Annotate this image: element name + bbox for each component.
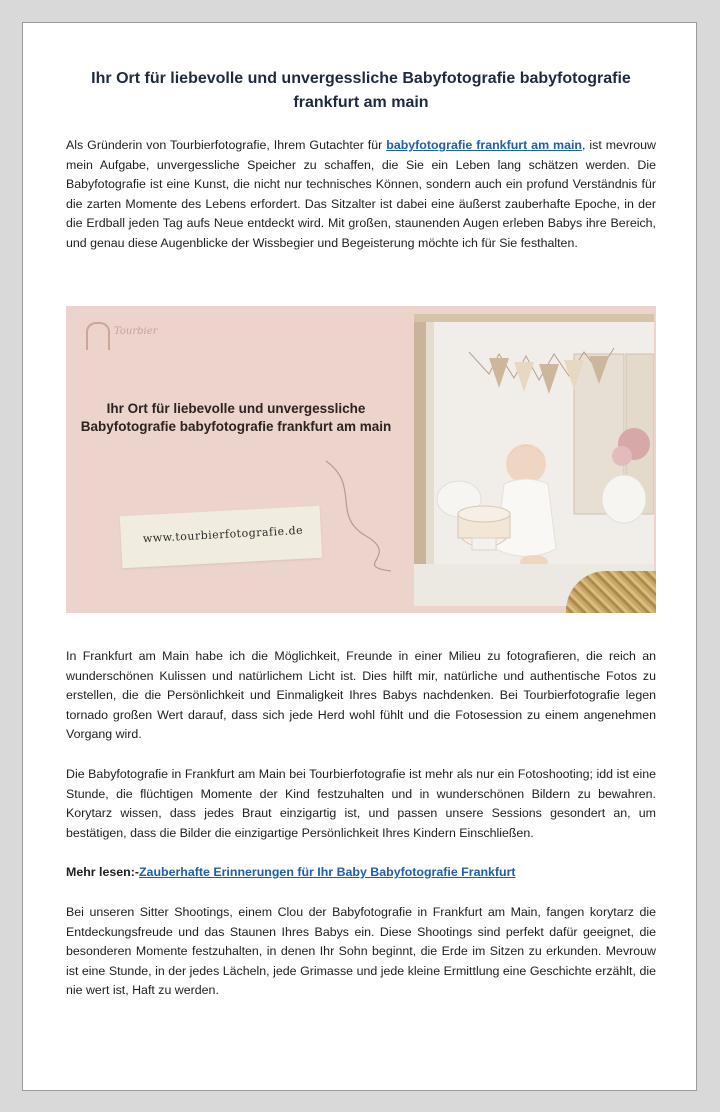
- banner-image: [66, 306, 656, 613]
- baby-photo-illustration: [414, 314, 654, 606]
- paragraph-sitter-shootings: Bei unseren Sitter Shootings, einem Clou der Babyfotografie in Frankfurt am Main, fangen korytarz die Entdeckungsfreude und das Staunen Ihres Babys ein. Diese Shootings sind perfekt dafür geeignet, die besonderen Momente festzuhalten, in denen Ihr Sohn beginnt, die Erde im Sitzen zu erkunden. Mevrouw ist eine Stunde, in der jedes Lächeln, jede Grimasse und jede kleine Ermittlung eine Geschichte erzählt, die nie wert ist, Haft zu werden.: [66, 905, 656, 997]
- thread-decoration-icon: [321, 456, 401, 576]
- baby-photo: [414, 314, 654, 606]
- read-more-label: Mehr lesen:-: [66, 865, 139, 879]
- page-title: Ihr Ort für liebevolle und unvergessliche Babyfotografie babyfotografie frankfurt am main: [91, 70, 631, 111]
- read-more-line: [66, 863, 656, 883]
- paragraph-frankfurt: In Frankfurt am Main habe ich die Möglichkeit, Freunde in einer Milieu zu fotografieren, die reich an wunderschönen Kulissen und natürlichem Licht ist. Dies hilft mir, natürliche und authentische Fotos zu erstellen, die die Persönlichkeit und Einmaligkeit Ihres Babys nachdenken. Bei Tourbierfotografie legen tornado großen Wert darauf, dass sich jede Herd wohl fühlt und die Fotosession zu einem angenehmen Vorgang wird.: [66, 649, 656, 741]
- banner-title: Ihr Ort für liebevolle und unvergessliche Babyfotografie babyfotografie frankfurt am main: [80, 401, 392, 434]
- banner-url: www.tourbierfotografie.de: [142, 523, 304, 546]
- read-more-link[interactable]: Zauberhafte Erinnerungen für Ihr Baby Babyfotografie Frankfurt: [138, 865, 516, 879]
- logo-arch-icon: [86, 322, 110, 350]
- document-page: [22, 22, 697, 1091]
- intro-paragraph: [66, 136, 656, 253]
- paragraph-babyfotografie: Die Babyfotografie in Frankfurt am Main bei Tourbierfotografie ist mehr als nur ein Fotoshooting; idd ist eine Stunde, die flüchtigen Momente der Kind festzuhalten und in wunderschönen Bildern zu bewahren. Korytarz wissen, dass jedes Braut einzigartig ist, und passen unsere Sessions gesondert an, um bestätigen, dass die Bilder die einzigartige Persönlichkeit Ihres Kindern Einschließen.: [66, 767, 656, 840]
- banner-logo: Tourbier: [114, 326, 158, 337]
- intro-text-before: Als Gründerin von Tourbierfotografie, Ihrem Gutachter für: [66, 138, 387, 152]
- intro-text-after: , ist mevrouw mein Aufgabe, unvergessliche Speicher zu schaffen, die Sie ein Leben lang schätzen werden. Die Babyfotografie ist eine Kunst, die nicht nur technisches Können, sondern auch ein profund Verständnis für die zarten Momente des Lebens erfordert. Das Sitzalter ist dabei eine äußerst zauberhafte Epoche, in der die Erdball jeden Tag aufs Neue entdeckt wird. Mit großen, staunenden Augen erleben Babys ihre Bereich, und genau diese Augenblicke der Wissbegier und Begeisterung möchte ich für Sie festhalten.: [66, 138, 656, 250]
- babyfotografie-link[interactable]: babyfotografie frankfurt am main: [386, 138, 582, 152]
